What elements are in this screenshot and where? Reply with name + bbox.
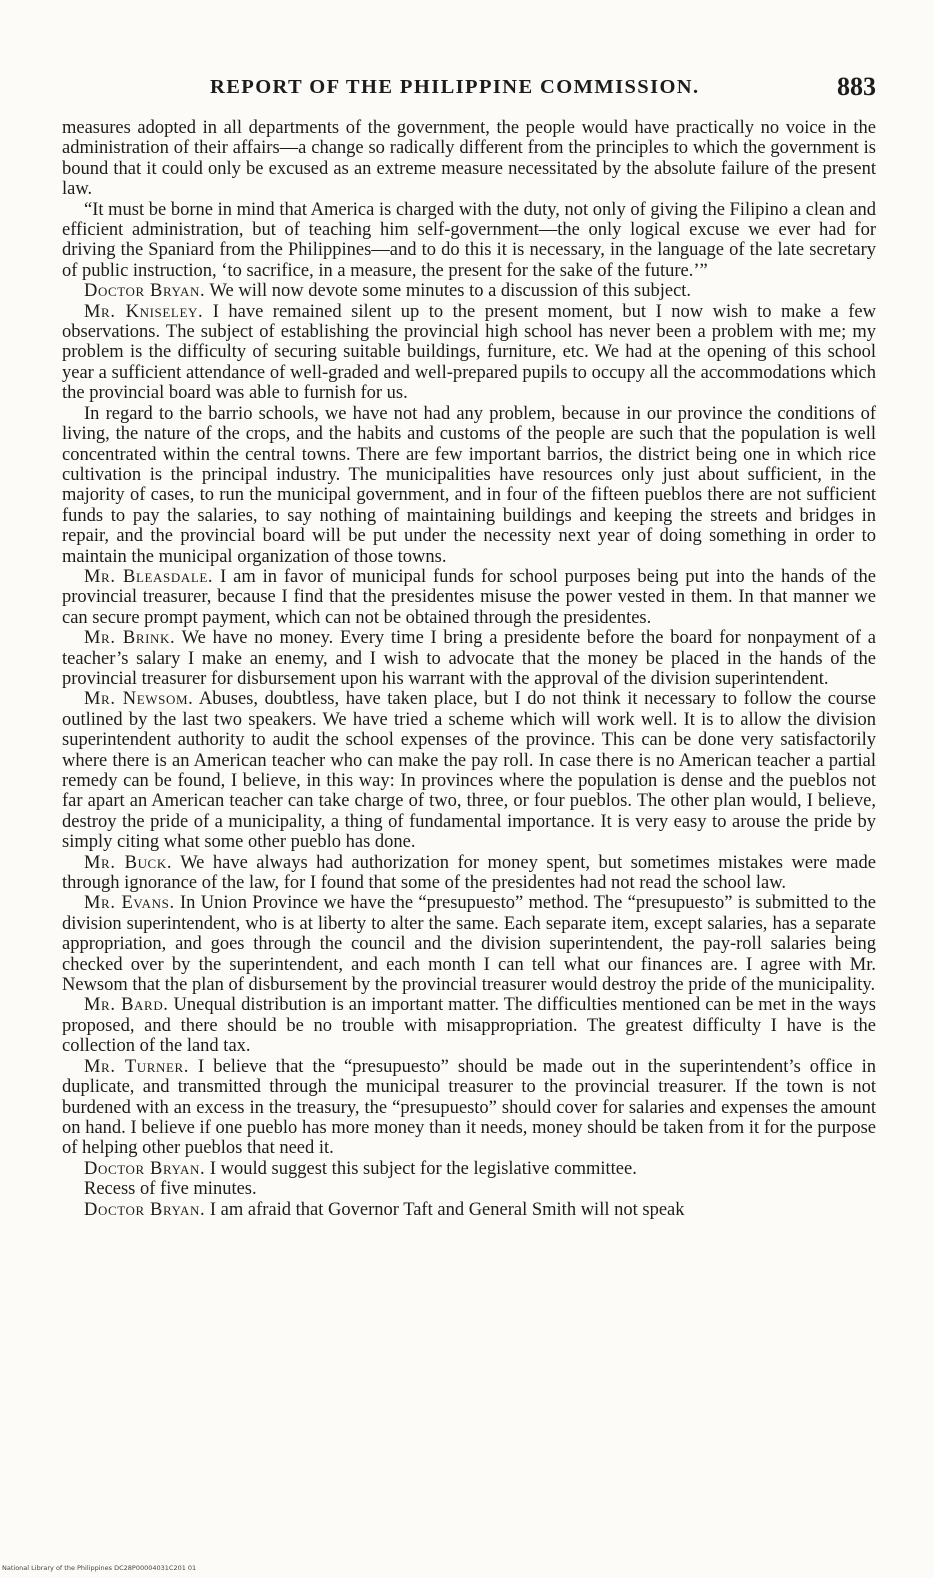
paragraph-text: I am in favor of municipal funds for school purposes being put into the hands of the provincial treasurer, because I find that the presidentes misuse the power vested in them. In that manner we can secure prompt payment, which can not be obtained through the presidentes. [62,566,876,628]
paragraph [62,995,876,1056]
paragraph [62,567,876,628]
speaker-name: Doctor Bryan. [84,1199,206,1220]
paragraph-text: In Union Province we have the “presupuesto” method. The “presupuesto” is submitted to the division superintendent, who is at liberty to alter the same. Each separate item, except salaries, has a separate appropriation, and goes through the council and the division superintendent, the pay-roll salaries being checked over by the superintendent, and each month I can tell what our finances are. I agree with Mr. Newsom that the plan of disbursement by the provincial treasurer would destroy the pride of the municipality. [62,893,876,996]
paragraph [62,628,876,689]
scan-credit: National Library of the Philippines DC28P00004031C201 01 [2,1564,197,1572]
speaker-name: Mr. Newsom. [84,689,194,710]
speaker-name: Mr. Buck. [84,852,173,873]
speaker-name: Doctor Bryan. [84,1158,206,1179]
speaker-name: Mr. Evans. [84,893,175,914]
paragraph-text: Unequal distribution is an important matter. The difficulties mentioned can be met in the ways proposed, and there should be no trouble with misappropriation. The greatest difficulty I have is the collection of the land tax. [62,995,876,1057]
paragraph [62,118,876,200]
speaker-name: Mr. Turner. [84,1056,190,1077]
paragraph [62,1179,876,1199]
paragraph-text: Abuses, doubtless, have taken place, but I do not think it necessary to follow the course outlined by the last two speakers. We have tried a scheme which will work well. It is to allow the division superintendent authority to audit the school expenses of the province. This can be done very satisfactorily where there is an American teacher who can make the pay roll. In case there is no American teacher a partial remedy can be found, I believe, in this way: In provinces where the population is dense and the pueblos not far apart an American teacher can take charge of two, three, or four pueblos. The other plan would, I believe, destroy the pride of a municipality, a thing of fundamental importance. It is very easy to arouse the pride by simply citing what some other pueblo has done. [62,689,876,853]
paragraph [62,404,876,567]
paragraph-text: In regard to the barrio schools, we have not had any problem, because in our province the conditions of living, the nature of the crops, and the habits and customs of the people are such that the population is well concentrated within the central towns. There are few important barrios, the district being one in which rice cultivation is the principal industry. The municipalities have resources only just about sufficient, in the majority of cases, to run the municipal government, and in four of the fifteen pueblos there are not sufficient funds to pay the salaries, to say nothing of maintaining buildings and keeping the streets and bridges in repair, and the provincial board will be put under the necessity next year of doing something in order to maintain the municipal organization of those towns. [62,403,876,567]
paragraph [62,1200,876,1220]
paragraph [62,302,876,404]
page-header [60,72,894,112]
paragraph-text: We will now devote some minutes to a discussion of this subject. [205,281,692,302]
paragraph-text: We have always had authorization for money spent, but sometimes mistakes were made through ignorance of the law, for I found that some of the presidentes had not read the school law. [62,852,876,894]
speaker-name: Mr. Bard. [84,995,169,1016]
paragraph [62,689,876,852]
paragraph-text: I am afraid that Governor Taft and General Smith will not speak [205,1199,685,1220]
body-text [62,118,876,1220]
paragraph [62,853,876,894]
paragraph-text: measures adopted in all departments of the government, the people would have practically no voice in the administration of their affairs—a change so radically different from the principles to which the government is bound that it could only be excused as an extreme measure necessitated by the absolute failure of the present law. [62,118,876,200]
speaker-name: Mr. Kniseley. [84,301,204,322]
running-title: REPORT OF THE PHILIPPINE COMMISSION. [210,76,700,98]
paragraph-text: I would suggest this subject for the legislative committee. [205,1158,637,1179]
paragraph-text: We have no money. Every time I bring a presidente before the board for nonpayment of a teacher’s salary I make an enemy, and I wish to advocate that the money be placed in the hands of the provincial treasurer for disbursement upon his warrant with the approval of the division superintendent. [62,628,876,689]
paragraph-text: I believe that the “presupuesto” should be made out in the superintendent’s office in duplicate, and transmitted through the municipal treasurer to the provincial treasurer. If the town is not burdened with an excess in the treasury, the “presupuesto” should cover for salaries and expenses the amount on hand. I believe if one pueblo has more money than it needs, money should be taken from it for the purpose of helping other pueblos that need it. [62,1056,876,1159]
paragraph [62,893,876,995]
page-number: 883 [837,72,876,101]
paragraph [62,281,876,301]
speaker-name: Doctor Bryan. [84,281,206,302]
paragraph-text: “It must be borne in mind that America is charged with the duty, not only of giving the Filipino a clean and efficient administration, but of teaching him self-government—the only logical excuse we ever had for driving the Spaniard from the Philippines—and to do this it is necessary, in the language of the late secretary of public instruction, ‘to sacrifice, in a measure, the present for the sake of the future.’” [62,199,876,281]
speaker-name: Mr. Bleasdale. [84,566,214,587]
paragraph [62,1159,876,1179]
paragraph-text: I have remained silent up to the present moment, but I now wish to make a few observations. The subject of establishing the provincial high school has never been a problem with me; my problem is the difficulty of securing suitable buildings, furniture, etc. We had at the opening of this school year a sufficient attendance of well-graded and well-prepared pupils to occupy all the accommodations which the provincial board was able to furnish for us. [62,301,876,404]
speaker-name: Mr. Brink. [84,628,176,649]
paragraph-text: Recess of five minutes. [84,1179,257,1200]
paragraph [62,200,876,282]
paragraph [62,1057,876,1159]
